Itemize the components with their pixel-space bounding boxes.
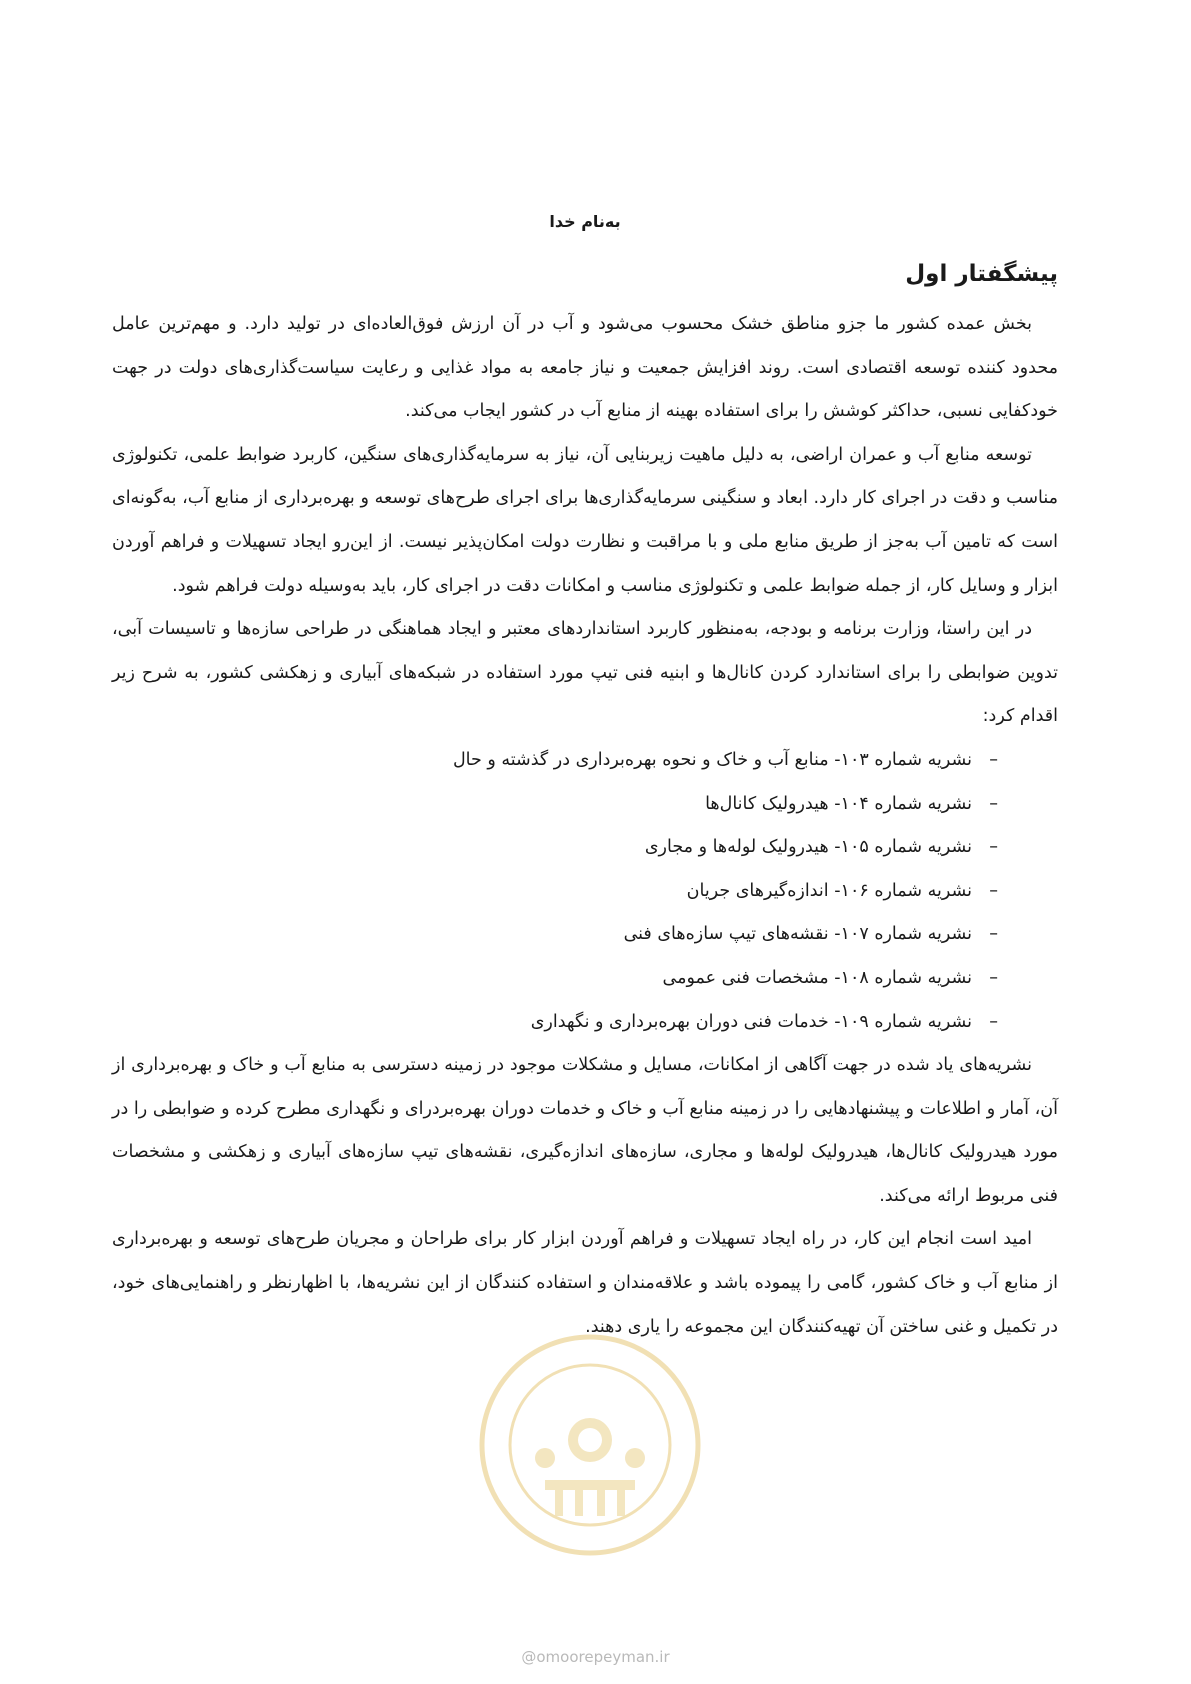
paragraph: نشریه‌های یاد شده در جهت آگاهی از امکانات، مسایل و مشکلات موجود در زمینه دسترسی به منابع آب و خاک و بهره‌برداری از آن، آمار و اطلاعات و پیشنهادهایی را در زمینه منابع آب و خاک و خدمات دوران بهره‌بردرای و نگهداری مطرح کرده و ضوابطی را در مورد هیدرولیک کانال‌ها، هیدرولیک لوله‌ها و مجاری، سازه‌های اندازه‌گیری، نقشه‌های تیپ سازه‌های آبیاری و زهکشی و مشخصات فنی مربوط ارائه می‌کند. <box>112 1055 1058 1206</box>
seal-logo-icon <box>475 1330 705 1560</box>
list-dash: – <box>989 880 998 901</box>
basmala: به‌نام خدا <box>549 212 621 231</box>
list-item <box>112 870 998 914</box>
list-item <box>112 913 998 957</box>
paragraph: توسعه منابع آب و عمران اراضی، به دلیل ماهیت زیربنایی آن، نیاز به سرمایه‌گذاری‌های سنگین، کاربرد ضوابط علمی، تکنولوژی مناسب و دقت در اجرای کار دارد. ابعاد و سنگینی سرمایه‌گذاری‌ها برای اجرای طرح‌های توسعه و بهره‌برداری از منابع آب، به‌گونه‌ای است که تامین آب به‌جز از طریق منابع ملی و با مراقبت و نظارت دولت امکان‌پذیر نیست. از این‌رو ایجاد تسهیلات و فراهم آوردن ابزار و وسایل کار، از جمله ضوابط علمی و تکنولوژی مناسب و امکانات دقت در اجرای کار، باید به‌وسیله دولت فراهم شود. <box>112 444 1058 596</box>
list-item <box>112 957 998 1001</box>
list-item-text: نشریه شماره ۱۰۸- مشخصات فنی عمومی <box>662 967 972 988</box>
page-title: پیشگفتار اول <box>905 261 1058 287</box>
list-item-text: نشریه شماره ۱۰۷- نقشه‌های تیپ سازه‌های فنی <box>623 924 972 945</box>
list-item-text: نشریه شماره ۱۰۳- منابع آب و خاک و نحوه بهره‌برداری در گذشته و حال <box>452 749 972 770</box>
document-content <box>112 212 1058 1349</box>
paragraph: بخش عمده کشور ما جزو مناطق خشک محسوب می‌شود و آب در آن ارزش فوق‌العاده‌ای در تولید دارد. و مهم‌ترین عامل محدود کننده توسعه اقتصادی است. روند افزایش جمعیت و نیاز جامعه به مواد غذایی و رعایت سیاست‌گذاری‌های دولت در جهت خودکفایی نسبی، حداکثر کوشش را برای استفاده بهینه از منابع آب در کشور ایجاب می‌کند. <box>112 314 1058 422</box>
list-dash: – <box>989 793 998 814</box>
publication-list <box>112 739 1058 1044</box>
list-item-text: نشریه شماره ۱۰۹- خدمات فنی دوران بهره‌برداری و نگهداری <box>530 1011 972 1032</box>
list-dash: – <box>989 967 998 988</box>
watermark-url: @omoorepeyman.ir <box>521 1648 670 1666</box>
list-item-text: نشریه شماره ۱۰۵- هیدرولیک لوله‌ها و مجاری <box>644 837 972 858</box>
list-item <box>112 1001 998 1045</box>
paragraph: در این راستا، وزارت برنامه و بودجه، به‌منظور کاربرد استانداردهای معتبر و ایجاد هماهنگی در طراحی سازه‌ها و تاسیسات آبی، تدوین ضوابطی را برای استاندارد کردن کانال‌ها و ابنیه فنی تیپ مورد استفاده در شبکه‌های آبیاری و زهکشی کشور، به شرح زیر اقدام کرد: <box>112 619 1058 727</box>
list-dash: – <box>989 1011 998 1032</box>
list-dash: – <box>989 837 998 858</box>
paragraph: امید است انجام این کار، در راه ایجاد تسهیلات و فراهم آوردن ابزار کار برای طراحان و مجریان طرح‌های توسعه و بهره‌برداری از منابع آب و خاک کشور، گامی را پیموده باشد و علاقه‌مندان و استفاده کنندگان از این نشریه‌ها، با اظهارنظر و راهنمایی‌های خود، در تکمیل و غنی ساختن آن تهیه‌کنندگان این مجموعه را یاری دهند. <box>112 1229 1058 1337</box>
list-item-text: نشریه شماره ۱۰۴- هیدرولیک کانال‌ها <box>705 793 972 814</box>
list-dash: – <box>989 924 998 945</box>
list-dash: – <box>989 749 998 770</box>
list-item <box>112 826 998 870</box>
list-item <box>112 739 998 783</box>
list-item <box>112 783 998 827</box>
list-item-text: نشریه شماره ۱۰۶- اندازه‌گیرهای جریان <box>686 880 972 901</box>
